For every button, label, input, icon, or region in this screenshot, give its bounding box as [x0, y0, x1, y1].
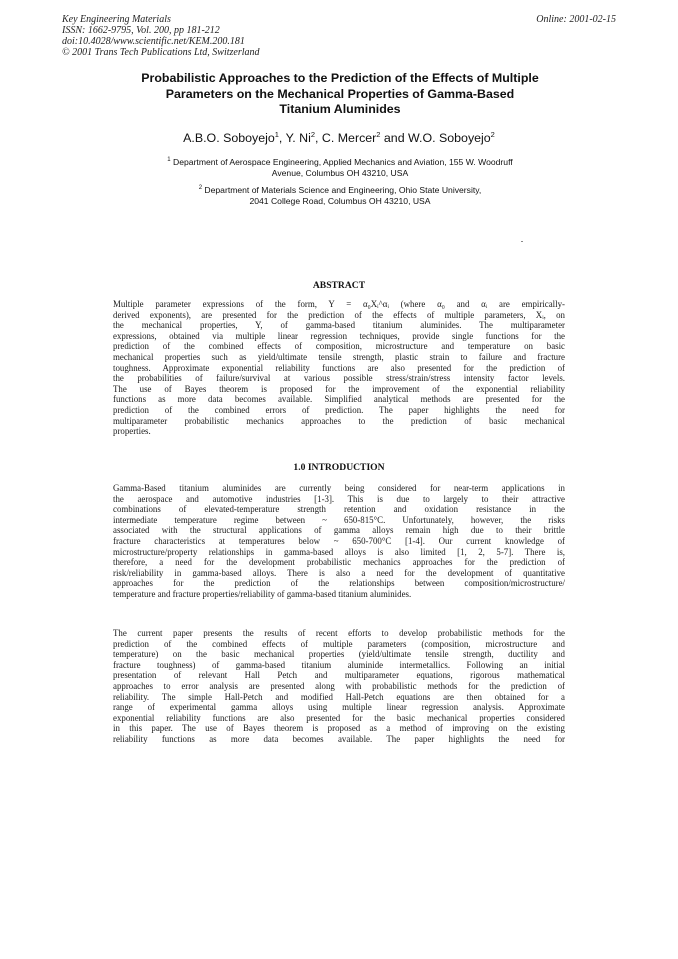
- author-1-affil-mark: 1: [274, 130, 279, 139]
- intro-line: presentation of relevant Hall Petch and multiparameter equations, rigorous mathematical: [113, 670, 565, 681]
- intro-line: exponential reliability functions are also presented for the basic mechanical properties considered: [113, 712, 565, 723]
- author-3: , C. Mercer: [315, 131, 377, 146]
- author-4-affil-mark: 2: [490, 130, 495, 139]
- abstract-heading: ABSTRACT: [312, 280, 366, 291]
- author-4: and W.O. Soboyejo: [380, 131, 491, 146]
- abstract-line: prediction of the combined effects of composition, microstructure and temperature on basic: [113, 341, 565, 352]
- intro-line: temperature) on the basic mechanical properties (yield/ultimate tensile strength, ductility and: [113, 649, 565, 660]
- title-line-2: Parameters on the Mechanical Properties of Gamma-Based: [165, 86, 515, 101]
- issn-line: ISSN: 1662-9795, Vol. 200, pp 181-212: [62, 25, 220, 36]
- abstract-line: toughness. Approximate exponential reliability functions are also presented for the prediction of: [113, 362, 565, 373]
- introduction-heading: 1.0 INTRODUCTION: [293, 462, 385, 473]
- abstract-line: derived exponents), are presented for the prediction of the effects of multiple parameters, Xᵢ, on: [113, 309, 565, 320]
- abstract-line: functions as more data becomes available. Simplified analytical methods are presented for the: [113, 394, 565, 405]
- abstract-body: [113, 299, 565, 437]
- affiliation-2: [80, 183, 600, 208]
- author-2: , Y. Ni: [278, 131, 311, 146]
- affiliation-1: [80, 155, 600, 180]
- intro-line: Gamma-Based titanium aluminides are currently being considered for near-term applications in: [113, 483, 565, 493]
- intro-line: fracture toughness) of gamma-based titanium aluminide intermetallics. Following an initial: [113, 659, 565, 670]
- intro-line: temperature and fracture properties/reliability of gamma-based titanium aluminides.: [113, 588, 412, 599]
- author-1: A.B.O. Soboyejo: [183, 131, 275, 146]
- doi-line: doi:10.4028/www.scientific.net/KEM.200.181: [62, 36, 245, 47]
- intro-line: intermediate temperature regime between ~ 650-815°C. Unfortunately, however, the risks: [113, 514, 565, 525]
- abstract-line: the probabilities of failure/survival at various possible stress/strain/stress intensity factor levels.: [113, 373, 565, 384]
- abstract-line: multiparameter probabilistic mechanics approaches to the prediction of basic mechanical: [113, 415, 565, 426]
- introduction-paragraph-1: [113, 483, 565, 600]
- intro-line: The current paper presents the results of recent efforts to develop probabilistic methods for the: [113, 628, 565, 638]
- title-line-3: Titanium Aluminides: [279, 102, 401, 116]
- scan-speck: [521, 241, 523, 242]
- author-list: [60, 130, 618, 145]
- abstract-line: prediction of the combined errors of prediction. The paper highlights the need for: [113, 404, 565, 415]
- intro-line: reliability. The simple Hall-Petch and modified Hall-Petch equations are then obtained for a: [113, 691, 565, 702]
- intro-line: fracture characteristics at temperatures below ~ 650-700°C [1-4]. Our current knowledge of: [113, 535, 565, 546]
- copyright-line: © 2001 Trans Tech Publications Ltd, Switzerland: [62, 47, 260, 58]
- intro-line: associated with the structural applications of gamma alloys remain high due to their brittle: [113, 525, 565, 536]
- intro-line: prediction of the combined effects of multiple parameters (composition, microstructure and: [113, 638, 565, 649]
- abstract-line: properties.: [113, 426, 151, 437]
- abstract-line: Multiple parameter expressions of the form, Y = α₀Xᵢ^αᵢ (where α₀ and αᵢ are empirically-: [113, 299, 565, 309]
- online-date: Online: 2001-02-15: [536, 14, 616, 25]
- affiliation-1-line-1: Department of Aerospace Engineering, Applied Mechanics and Aviation, 155 W. Woodruff: [170, 156, 513, 167]
- introduction-paragraph-2: [113, 628, 565, 745]
- paper-title: [90, 71, 590, 118]
- journal-name: Key Engineering Materials: [62, 14, 171, 25]
- intro-line: in this paper. The use of Bayes theorem is proposed as a method of improving on the existing: [113, 723, 565, 734]
- intro-line: therefore, a need for the development probabilistic mechanics approaches for the prediction of: [113, 557, 565, 568]
- intro-line: range of experimental gamma alloys using multiple linear regression analysis. Approximate: [113, 702, 565, 713]
- author-3-affil-mark: 2: [376, 130, 381, 139]
- author-2-affil-mark: 2: [310, 130, 316, 139]
- journal-header: [62, 14, 260, 58]
- intro-line: approaches to error analysis are presented along with probabilistic methods for the prediction of: [113, 680, 565, 691]
- title-line-1: Probabilistic Approaches to the Prediction of the Effects of Multiple: [141, 71, 539, 85]
- intro-line: the aerospace and automotive industries [1-3]. This is due to largely to their attractive: [113, 493, 565, 504]
- affiliation-1-line-2: Avenue, Columbus OH 43210, USA: [271, 168, 409, 179]
- abstract-line: The use of Bayes theorem is proposed for the improvement of the exponential reliability: [113, 383, 565, 394]
- affiliation-2-line-1: Department of Materials Science and Engineering, Ohio State University,: [202, 184, 482, 195]
- affiliation-2-line-2: 2041 College Road, Columbus OH 43210, USA: [249, 196, 431, 207]
- affiliation-1-mark: 1: [167, 157, 171, 163]
- abstract-line: mechanical properties such as yield/ultimate tensile strength, plastic strain to failure and fracture: [113, 351, 565, 362]
- abstract-line: the mechanical properties, Y, of gamma-based titanium aluminides. The multiparameter: [113, 320, 565, 331]
- intro-line: combinations of elevated-temperature strength retention and oxidation resistance in the: [113, 504, 565, 515]
- intro-line: microstructure/property relationships in gamma-based alloys is also limited [1, 2, 5-7]. There is,: [113, 546, 565, 557]
- abstract-line: expressions, obtained via multiple linear regression techniques, provide single functions for the: [113, 330, 565, 341]
- affiliation-2-mark: 2: [198, 185, 203, 191]
- intro-line: reliability functions as more data becomes available. The paper highlights the need for: [113, 733, 565, 744]
- intro-line: risk/reliability in gamma-based alloys. There is also a need for the development of quantitative: [113, 567, 565, 578]
- intro-line: approaches for the prediction of the relationships between composition/microstructure/: [113, 578, 565, 589]
